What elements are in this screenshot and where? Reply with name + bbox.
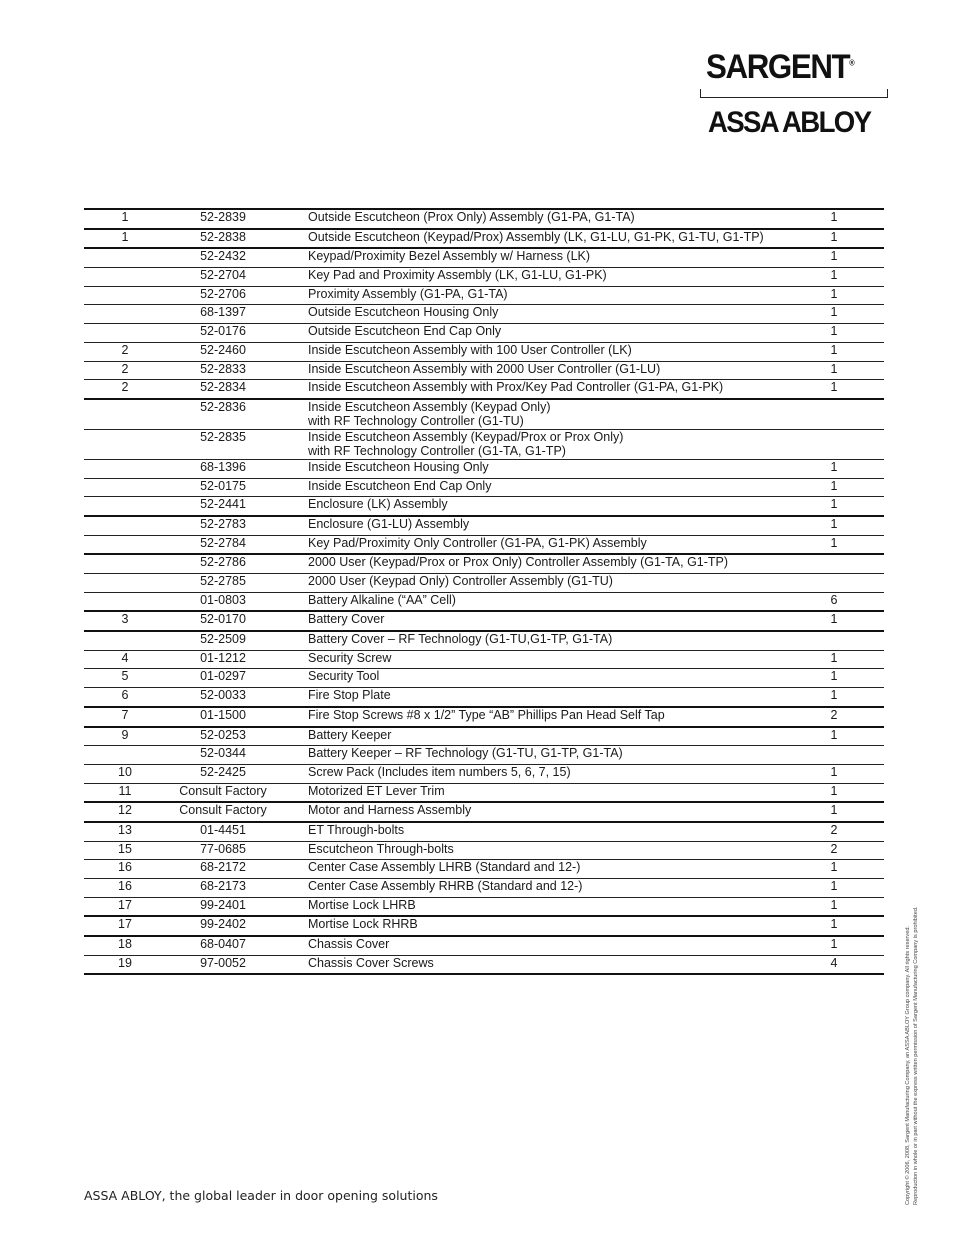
quantity: 1	[808, 229, 884, 249]
table-row	[84, 535, 884, 554]
description-line-1: Key Pad/Proximity Only Controller (G1-PA, G1-PK) Assembly	[308, 535, 647, 550]
part-description	[280, 688, 808, 707]
description-line-1: Key Pad and Proximity Assembly (LK, G1-LU, G1-PK)	[308, 268, 607, 283]
item-number	[84, 554, 166, 573]
table-row	[84, 592, 884, 611]
description-line-1: Security Screw	[308, 650, 392, 665]
quantity: 2	[808, 822, 884, 841]
item-number	[84, 286, 166, 305]
description-line-1: Escutcheon Through-bolts	[308, 841, 454, 856]
description-line-1: 2000 User (Keypad/Prox or Prox Only) Controller Assembly (G1-TA, G1-TP)	[308, 555, 729, 570]
part-description	[280, 822, 808, 841]
item-number: 10	[84, 764, 166, 783]
part-number: 52-2509	[166, 631, 280, 650]
part-description	[280, 324, 808, 343]
part-number: Consult Factory	[166, 783, 280, 802]
item-number: 1	[84, 229, 166, 249]
quantity: 1	[808, 669, 884, 688]
part-description	[280, 669, 808, 688]
quantity: 1	[808, 916, 884, 936]
part-number: 68-2172	[166, 860, 280, 879]
description-line-1: Center Case Assembly RHRB (Standard and 12-)	[308, 879, 583, 893]
part-number: 01-1500	[166, 707, 280, 727]
part-description	[280, 535, 808, 554]
part-description	[280, 841, 808, 860]
item-number	[84, 305, 166, 324]
part-number: 97-0052	[166, 955, 280, 974]
description-line-2: with RF Technology Controller (G1-TU)	[308, 413, 524, 428]
part-description	[280, 286, 808, 305]
table-row	[84, 361, 884, 380]
quantity: 1	[808, 459, 884, 478]
item-number: 17	[84, 897, 166, 916]
description-line-2: with RF Technology Controller (G1-TA, G1-TP)	[308, 443, 566, 458]
table-row	[84, 955, 884, 974]
part-number: 52-0170	[166, 611, 280, 631]
quantity: 1	[808, 611, 884, 631]
part-description	[280, 936, 808, 955]
item-number	[84, 248, 166, 267]
part-number: 68-2173	[166, 879, 280, 898]
part-description	[280, 478, 808, 497]
parts-list-table	[84, 208, 884, 975]
part-description	[280, 429, 808, 459]
quantity	[808, 574, 884, 593]
part-number: 01-0803	[166, 592, 280, 611]
part-number: 52-2460	[166, 342, 280, 361]
part-description	[280, 650, 808, 669]
part-description	[280, 268, 808, 287]
part-description	[280, 497, 808, 516]
description-line-1: Enclosure (G1-LU) Assembly	[308, 516, 470, 531]
part-description	[280, 707, 808, 727]
table-row	[84, 574, 884, 593]
part-description	[280, 554, 808, 573]
part-description	[280, 342, 808, 361]
quantity: 1	[808, 209, 884, 229]
table-row	[84, 286, 884, 305]
table-row	[84, 802, 884, 822]
copyright-line-2: Reproduction in whole or in part without the express written permission of Sargent Manufacturing Company is prohibited.	[912, 906, 919, 1205]
part-description	[280, 916, 808, 936]
table-row	[84, 897, 884, 916]
description-line-1: Inside Escutcheon Assembly with 2000 User Controller (G1-LU)	[308, 361, 661, 376]
description-line-1: Center Case Assembly LHRB (Standard and 12-)	[308, 860, 581, 875]
part-number: 01-0297	[166, 669, 280, 688]
description-line-1: Inside Escutcheon Assembly (Keypad Only)	[308, 399, 551, 414]
quantity: 1	[808, 342, 884, 361]
part-description	[280, 860, 808, 879]
description-line-1: Inside Escutcheon End Cap Only	[308, 478, 492, 493]
description-line-1: ET Through-bolts	[308, 822, 405, 837]
part-description	[280, 897, 808, 916]
quantity: 1	[808, 764, 884, 783]
item-number: 6	[84, 688, 166, 707]
table-row	[84, 631, 884, 650]
description-line-1: Outside Escutcheon End Cap Only	[308, 324, 502, 339]
table-row	[84, 916, 884, 936]
description-line-1: Keypad/Proximity Bezel Assembly w/ Harness (LK)	[308, 249, 591, 264]
part-number: 77-0685	[166, 841, 280, 860]
quantity: 6	[808, 592, 884, 611]
table-row	[84, 459, 884, 478]
quantity: 1	[808, 535, 884, 554]
sargent-logo	[706, 48, 855, 87]
part-description	[280, 727, 808, 746]
registered-mark: ®	[849, 58, 855, 68]
logo-bracket	[700, 89, 888, 98]
quantity: 4	[808, 955, 884, 974]
description-line-1: Proximity Assembly (G1-PA, G1-TA)	[308, 286, 508, 301]
table-row	[84, 497, 884, 516]
item-number: 3	[84, 611, 166, 631]
item-number: 9	[84, 727, 166, 746]
quantity: 1	[808, 802, 884, 822]
table-row	[84, 860, 884, 879]
item-number	[84, 429, 166, 459]
description-line-1: Inside Escutcheon Assembly (Keypad/Prox or Prox Only)	[308, 429, 624, 444]
description-line-1: Outside Escutcheon Housing Only	[308, 305, 499, 320]
item-number: 16	[84, 860, 166, 879]
quantity: 1	[808, 286, 884, 305]
description-line-1: Security Tool	[308, 669, 380, 684]
quantity: 1	[808, 268, 884, 287]
copyright-notice	[905, 785, 920, 1205]
item-number	[84, 535, 166, 554]
table-row	[84, 841, 884, 860]
description-line-1: Inside Escutcheon Housing Only	[308, 459, 489, 474]
part-number: 52-2441	[166, 497, 280, 516]
quantity: 1	[808, 497, 884, 516]
part-description	[280, 611, 808, 631]
item-number: 13	[84, 822, 166, 841]
assa-abloy-logo: ASSA ABLOY	[708, 106, 871, 139]
quantity: 1	[808, 936, 884, 955]
description-line-1: Screw Pack (Includes item numbers 5, 6, 7, 15)	[308, 764, 571, 779]
part-description	[280, 746, 808, 765]
item-number: 16	[84, 879, 166, 898]
quantity: 1	[808, 688, 884, 707]
item-number	[84, 631, 166, 650]
part-description	[280, 764, 808, 783]
table-row	[84, 248, 884, 267]
description-line-1: Battery Keeper – RF Technology (G1-TU, G1-TP, G1-TA)	[308, 746, 623, 761]
description-line-1: Fire Stop Screws #8 x 1/2” Type “AB” Phillips Pan Head Self Tap	[308, 707, 665, 722]
description-line-1: Mortise Lock LHRB	[308, 897, 416, 912]
table-row	[84, 305, 884, 324]
description-line-1: Chassis Cover	[308, 937, 390, 952]
part-number: 52-0253	[166, 727, 280, 746]
part-number: Consult Factory	[166, 802, 280, 822]
item-number	[84, 399, 166, 430]
quantity	[808, 429, 884, 459]
quantity: 1	[808, 727, 884, 746]
part-description	[280, 459, 808, 478]
part-description	[280, 305, 808, 324]
item-number: 2	[84, 342, 166, 361]
part-description	[280, 879, 808, 898]
part-number: 52-2834	[166, 380, 280, 399]
part-number: 52-2833	[166, 361, 280, 380]
table-row	[84, 688, 884, 707]
item-number	[84, 746, 166, 765]
part-number: 52-2838	[166, 229, 280, 249]
quantity: 1	[808, 879, 884, 898]
item-number: 5	[84, 669, 166, 688]
table-row	[84, 650, 884, 669]
part-number: 52-0033	[166, 688, 280, 707]
description-line-1: Battery Cover	[308, 612, 385, 627]
table-row	[84, 380, 884, 399]
table-row	[84, 429, 884, 459]
description-line-1: Motor and Harness Assembly	[308, 803, 472, 818]
quantity	[808, 554, 884, 573]
description-line-1: Inside Escutcheon Assembly with Prox/Key Pad Controller (G1-PA, G1-PK)	[308, 380, 724, 395]
part-number: 52-0175	[166, 478, 280, 497]
part-number: 99-2402	[166, 916, 280, 936]
part-description	[280, 399, 808, 430]
part-number: 52-2785	[166, 574, 280, 593]
part-number: 52-2835	[166, 429, 280, 459]
item-number: 4	[84, 650, 166, 669]
quantity: 1	[808, 650, 884, 669]
description-line-1: Outside Escutcheon (Keypad/Prox) Assembly (LK, G1-LU, G1-PK, G1-TU, G1-TP)	[308, 229, 764, 244]
part-number: 52-2425	[166, 764, 280, 783]
part-description	[280, 802, 808, 822]
quantity: 1	[808, 860, 884, 879]
table-row	[84, 669, 884, 688]
quantity: 1	[808, 478, 884, 497]
part-number: 52-2783	[166, 516, 280, 535]
item-number	[84, 324, 166, 343]
brand-name: SARGENT	[706, 48, 850, 86]
description-line-1: Fire Stop Plate	[308, 688, 391, 703]
item-number	[84, 497, 166, 516]
description-line-1: Battery Alkaline (“AA” Cell)	[308, 592, 456, 607]
item-number: 2	[84, 361, 166, 380]
copyright-line-1: Copyright © 2006, 2008, Sargent Manufacturing Company, an ASSA ABLOY Group company. All rights reserved.	[905, 926, 911, 1205]
quantity: 1	[808, 361, 884, 380]
quantity: 1	[808, 897, 884, 916]
part-number: 52-2704	[166, 268, 280, 287]
item-number	[84, 478, 166, 497]
parts-list-body	[84, 209, 884, 974]
part-number: 99-2401	[166, 897, 280, 916]
description-line-1: Mortise Lock RHRB	[308, 917, 418, 932]
table-row	[84, 229, 884, 249]
description-line-1: Battery Cover – RF Technology (G1-TU,G1-TP, G1-TA)	[308, 632, 613, 647]
item-number: 17	[84, 916, 166, 936]
table-row	[84, 746, 884, 765]
table-row	[84, 936, 884, 955]
part-description	[280, 955, 808, 974]
part-number: 01-4451	[166, 822, 280, 841]
part-description	[280, 516, 808, 535]
part-number: 52-0176	[166, 324, 280, 343]
part-number: 52-2836	[166, 399, 280, 430]
table-row	[84, 879, 884, 898]
item-number: 1	[84, 209, 166, 229]
item-number: 15	[84, 841, 166, 860]
quantity: 2	[808, 841, 884, 860]
part-description	[280, 783, 808, 802]
description-line-1: Enclosure (LK) Assembly	[308, 497, 448, 512]
part-description	[280, 631, 808, 650]
table-row	[84, 822, 884, 841]
footer-tagline: ASSA ABLOY, the global leader in door opening solutions	[84, 1188, 438, 1203]
item-number	[84, 574, 166, 593]
table-row	[84, 399, 884, 430]
description-line-1: 2000 User (Keypad Only) Controller Assembly (G1-TU)	[308, 574, 613, 588]
item-number: 7	[84, 707, 166, 727]
item-number	[84, 268, 166, 287]
part-description	[280, 361, 808, 380]
quantity: 1	[808, 324, 884, 343]
part-number: 52-2839	[166, 209, 280, 229]
table-row	[84, 764, 884, 783]
item-number	[84, 459, 166, 478]
part-number: 68-1397	[166, 305, 280, 324]
part-description	[280, 592, 808, 611]
table-row	[84, 268, 884, 287]
quantity	[808, 631, 884, 650]
item-number: 18	[84, 936, 166, 955]
item-number	[84, 516, 166, 535]
quantity	[808, 746, 884, 765]
description-line-1: Outside Escutcheon (Prox Only) Assembly (G1-PA, G1-TA)	[308, 210, 635, 224]
quantity: 1	[808, 305, 884, 324]
part-description	[280, 248, 808, 267]
part-description	[280, 209, 808, 229]
description-line-1: Battery Keeper	[308, 727, 392, 742]
item-number: 2	[84, 380, 166, 399]
part-number: 01-1212	[166, 650, 280, 669]
table-row	[84, 516, 884, 535]
table-row	[84, 209, 884, 229]
part-description	[280, 380, 808, 399]
part-number: 52-2786	[166, 554, 280, 573]
quantity	[808, 399, 884, 430]
table-row	[84, 707, 884, 727]
quantity: 1	[808, 380, 884, 399]
item-number: 11	[84, 783, 166, 802]
table-row	[84, 727, 884, 746]
quantity: 1	[808, 783, 884, 802]
part-description	[280, 229, 808, 249]
description-line-1: Chassis Cover Screws	[308, 955, 434, 970]
part-number: 52-2432	[166, 248, 280, 267]
quantity: 2	[808, 707, 884, 727]
item-number: 12	[84, 802, 166, 822]
quantity: 1	[808, 516, 884, 535]
table-row	[84, 783, 884, 802]
table-row	[84, 324, 884, 343]
part-number: 52-0344	[166, 746, 280, 765]
part-number: 68-0407	[166, 936, 280, 955]
quantity: 1	[808, 248, 884, 267]
item-number: 19	[84, 955, 166, 974]
table-row	[84, 342, 884, 361]
part-number: 52-2784	[166, 535, 280, 554]
part-number: 52-2706	[166, 286, 280, 305]
part-description	[280, 574, 808, 593]
item-number	[84, 592, 166, 611]
table-row	[84, 611, 884, 631]
table-row	[84, 478, 884, 497]
description-line-1: Inside Escutcheon Assembly with 100 User Controller (LK)	[308, 342, 632, 357]
table-row	[84, 554, 884, 573]
description-line-1: Motorized ET Lever Trim	[308, 783, 445, 798]
part-number: 68-1396	[166, 459, 280, 478]
